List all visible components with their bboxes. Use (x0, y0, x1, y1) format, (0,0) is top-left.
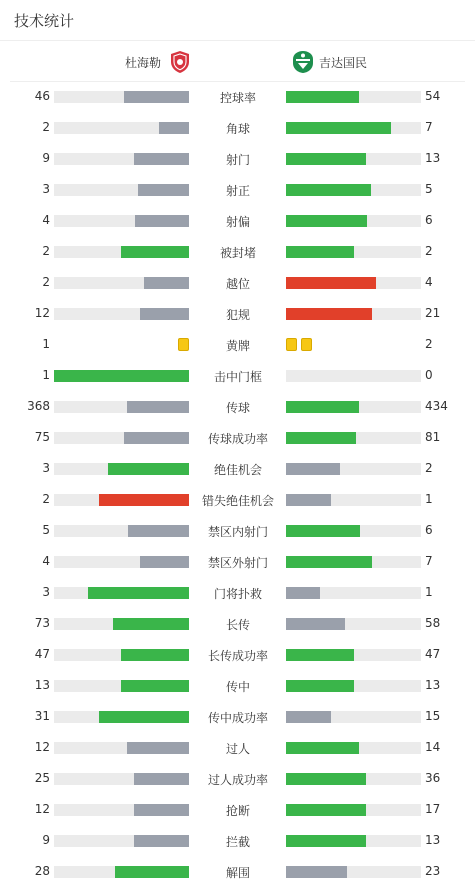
home-bar-track (54, 277, 189, 289)
home-bar-fill (138, 184, 189, 196)
home-bar-fill (134, 804, 189, 816)
home-bar-fill (88, 587, 189, 599)
away-value: 54 (425, 89, 441, 103)
home-bar-fill (134, 835, 189, 847)
home-bar-track (54, 649, 189, 661)
home-value: 1 (42, 337, 50, 351)
home-bar-track (54, 525, 189, 537)
away-bar-track (286, 370, 421, 382)
home-value: 4 (42, 554, 50, 568)
away-value: 13 (425, 833, 441, 847)
home-bar-track (54, 494, 189, 506)
home-bar-track (54, 866, 189, 878)
away-value: 5 (425, 182, 433, 196)
stat-label: 长传 (225, 618, 250, 632)
stat-label: 传中 (225, 680, 250, 694)
away-value: 2 (425, 244, 433, 258)
away-bar-fill (286, 494, 331, 506)
home-value: 12 (34, 740, 50, 754)
home-value: 1 (42, 368, 50, 382)
home-bar-track (54, 122, 189, 134)
stat-label: 传球 (225, 401, 250, 415)
away-value: 434 (425, 399, 448, 413)
home-bar-fill (121, 649, 189, 661)
away-bar-track (286, 91, 421, 103)
stat-label: 传球成功率 (207, 432, 268, 446)
home-bar-track (54, 463, 189, 475)
stat-row (0, 671, 475, 702)
stat-row (0, 206, 475, 237)
stat-label: 过人 (225, 742, 250, 756)
away-value: 36 (425, 771, 441, 785)
home-value: 3 (42, 585, 50, 599)
home-bar-track (54, 773, 189, 785)
away-bar-fill (286, 277, 376, 289)
away-value: 1 (425, 585, 433, 599)
away-bar-track (286, 277, 421, 289)
home-value: 9 (42, 833, 50, 847)
stat-row (0, 82, 475, 113)
away-bar-track (286, 742, 421, 754)
home-value: 368 (27, 399, 50, 413)
away-value: 17 (425, 802, 441, 816)
stat-row (0, 144, 475, 175)
away-value: 0 (425, 368, 433, 382)
stat-label: 射正 (225, 184, 250, 198)
yellow-card-icon (301, 338, 312, 351)
home-value: 9 (42, 151, 50, 165)
away-value: 2 (425, 461, 433, 475)
stat-label: 拦截 (225, 835, 250, 849)
home-bar-fill (159, 122, 189, 134)
home-bar-track (54, 308, 189, 320)
away-bar-fill (286, 556, 372, 568)
yellow-card-icon (286, 338, 297, 351)
stat-label: 射偏 (225, 215, 250, 229)
away-bar-fill (286, 835, 366, 847)
home-value: 46 (34, 89, 50, 103)
home-value: 2 (42, 492, 50, 506)
home-bar-fill (121, 246, 189, 258)
home-bar-track (54, 370, 189, 382)
away-yellow-cards (286, 338, 312, 351)
stat-row (0, 795, 475, 826)
home-value: 31 (34, 709, 50, 723)
home-bar-fill (144, 277, 189, 289)
stat-row (0, 857, 475, 888)
away-bar-fill (286, 153, 366, 165)
stat-label: 过人成功率 (207, 773, 268, 787)
stat-row (0, 609, 475, 640)
away-bar-track (286, 432, 421, 444)
away-value: 2 (425, 337, 433, 351)
stat-row (0, 702, 475, 733)
away-bar-track (286, 184, 421, 196)
stat-label: 禁区内射门 (207, 525, 268, 539)
away-bar-fill (286, 184, 371, 196)
away-bar-track (286, 525, 421, 537)
stat-row (0, 485, 475, 516)
stat-label: 被封堵 (219, 246, 256, 260)
away-value: 4 (425, 275, 433, 289)
stat-label: 绝佳机会 (213, 463, 262, 477)
home-bar-fill (99, 494, 189, 506)
home-bar-fill (134, 153, 189, 165)
home-bar-fill (121, 680, 189, 692)
home-value: 73 (34, 616, 50, 630)
away-value: 21 (425, 306, 441, 320)
away-value: 14 (425, 740, 441, 754)
home-team[interactable] (125, 49, 191, 75)
home-bar-track (54, 215, 189, 227)
away-bar-track (286, 587, 421, 599)
home-bar-track (54, 246, 189, 258)
away-bar-fill (286, 680, 354, 692)
stat-row (0, 237, 475, 268)
away-bar-track (286, 804, 421, 816)
stat-label: 错失绝佳机会 (201, 494, 274, 508)
stat-row (0, 826, 475, 857)
away-bar-track (286, 494, 421, 506)
away-bar-fill (286, 866, 347, 878)
home-bar-fill (140, 308, 189, 320)
home-bar-fill (140, 556, 189, 568)
home-bar-fill (128, 525, 189, 537)
home-value: 2 (42, 275, 50, 289)
away-bar-track (286, 773, 421, 785)
away-bar-fill (286, 91, 359, 103)
home-value: 75 (34, 430, 50, 444)
home-value: 13 (34, 678, 50, 692)
away-bar-track (286, 153, 421, 165)
away-value: 6 (425, 523, 433, 537)
away-bar-track (286, 308, 421, 320)
away-bar-track (286, 246, 421, 258)
away-value: 7 (425, 554, 433, 568)
home-bar-fill (135, 215, 189, 227)
away-bar-track (286, 835, 421, 847)
home-value: 47 (34, 647, 50, 661)
stat-row (0, 454, 475, 485)
home-bar-track (54, 432, 189, 444)
home-bar-track (54, 587, 189, 599)
away-value: 6 (425, 213, 433, 227)
al-ahli-crest-icon (292, 50, 314, 74)
away-bar-fill (286, 246, 354, 258)
home-bar-fill (124, 91, 189, 103)
home-bar-track (54, 835, 189, 847)
away-bar-fill (286, 711, 331, 723)
stat-label: 射门 (225, 153, 250, 167)
duhail-crest-icon (169, 50, 191, 74)
away-bar-track (286, 618, 421, 630)
away-bar-fill (286, 773, 366, 785)
stat-row (0, 764, 475, 795)
stat-label: 门将扑救 (213, 587, 262, 601)
stat-label: 黄牌 (225, 339, 250, 353)
away-bar-fill (286, 525, 360, 537)
away-value: 13 (425, 678, 441, 692)
home-bar-track (54, 742, 189, 754)
away-value: 81 (425, 430, 441, 444)
home-value: 2 (42, 244, 50, 258)
home-value: 12 (34, 802, 50, 816)
away-bar-fill (286, 215, 367, 227)
home-value: 5 (42, 523, 50, 537)
away-value: 58 (425, 616, 441, 630)
home-bar-track (54, 184, 189, 196)
home-value: 3 (42, 461, 50, 475)
stat-row (0, 733, 475, 764)
home-bar-track (54, 153, 189, 165)
away-bar-track (286, 215, 421, 227)
home-yellow-cards (178, 338, 189, 351)
stat-label: 角球 (225, 122, 250, 136)
away-bar-track (286, 680, 421, 692)
away-bar-track (286, 463, 421, 475)
home-bar-track (54, 556, 189, 568)
stat-row (0, 547, 475, 578)
away-bar-track (286, 401, 421, 413)
away-bar-fill (286, 587, 320, 599)
team-header (10, 41, 465, 82)
stat-label: 禁区外射门 (207, 556, 268, 570)
home-value: 25 (34, 771, 50, 785)
away-bar-fill (286, 122, 391, 134)
stat-row (0, 578, 475, 609)
home-value: 3 (42, 182, 50, 196)
home-bar-track (54, 401, 189, 413)
away-bar-fill (286, 432, 356, 444)
away-value: 23 (425, 864, 441, 878)
stat-row (0, 268, 475, 299)
stat-row (0, 392, 475, 423)
away-bar-fill (286, 742, 359, 754)
away-bar-fill (286, 804, 366, 816)
home-bar-track (54, 618, 189, 630)
away-bar-fill (286, 308, 372, 320)
away-bar-track (286, 122, 421, 134)
stat-label: 控球率 (219, 91, 256, 105)
stat-label: 传中成功率 (207, 711, 268, 725)
header-bar (0, 0, 475, 41)
away-bar-track (286, 711, 421, 723)
home-bar-track (54, 711, 189, 723)
away-value: 7 (425, 120, 433, 134)
stat-row (0, 175, 475, 206)
stat-label: 解围 (225, 866, 250, 880)
home-team-name: 杜海勒 (125, 55, 162, 70)
away-value: 13 (425, 151, 441, 165)
away-bar-fill (286, 463, 340, 475)
stat-row (0, 113, 475, 144)
away-value: 15 (425, 709, 441, 723)
home-bar-track (54, 804, 189, 816)
stat-label: 抢断 (225, 804, 250, 818)
home-bar-fill (54, 370, 189, 382)
away-bar-fill (286, 618, 345, 630)
stat-label: 犯规 (225, 308, 250, 322)
away-value: 1 (425, 492, 433, 506)
stat-label: 越位 (225, 277, 250, 291)
home-value: 2 (42, 120, 50, 134)
home-bar-fill (108, 463, 189, 475)
home-bar-fill (113, 618, 189, 630)
stat-label: 长传成功率 (207, 649, 268, 663)
home-value: 12 (34, 306, 50, 320)
away-team-name: 吉达国民 (319, 55, 368, 70)
home-bar-fill (134, 773, 189, 785)
away-team[interactable] (292, 49, 367, 75)
home-bar-fill (115, 866, 189, 878)
home-bar-fill (99, 711, 189, 723)
home-value: 28 (34, 864, 50, 878)
home-bar-fill (127, 742, 189, 754)
home-bar-fill (127, 401, 189, 413)
away-bar-track (286, 556, 421, 568)
stat-row (0, 640, 475, 671)
home-value: 4 (42, 213, 50, 227)
stat-label: 击中门框 (213, 370, 262, 384)
yellow-card-icon (178, 338, 189, 351)
stat-row (0, 330, 475, 361)
home-bar-track (54, 91, 189, 103)
away-bar-track (286, 649, 421, 661)
stat-row (0, 516, 475, 547)
page-title: 技术统计 (14, 12, 75, 30)
home-bar-track (54, 680, 189, 692)
stat-row (0, 423, 475, 454)
stat-row (0, 299, 475, 330)
away-bar-fill (286, 649, 354, 661)
away-bar-fill (286, 401, 359, 413)
away-value: 47 (425, 647, 441, 661)
away-bar-track (286, 866, 421, 878)
stat-row (0, 361, 475, 392)
home-bar-fill (124, 432, 189, 444)
